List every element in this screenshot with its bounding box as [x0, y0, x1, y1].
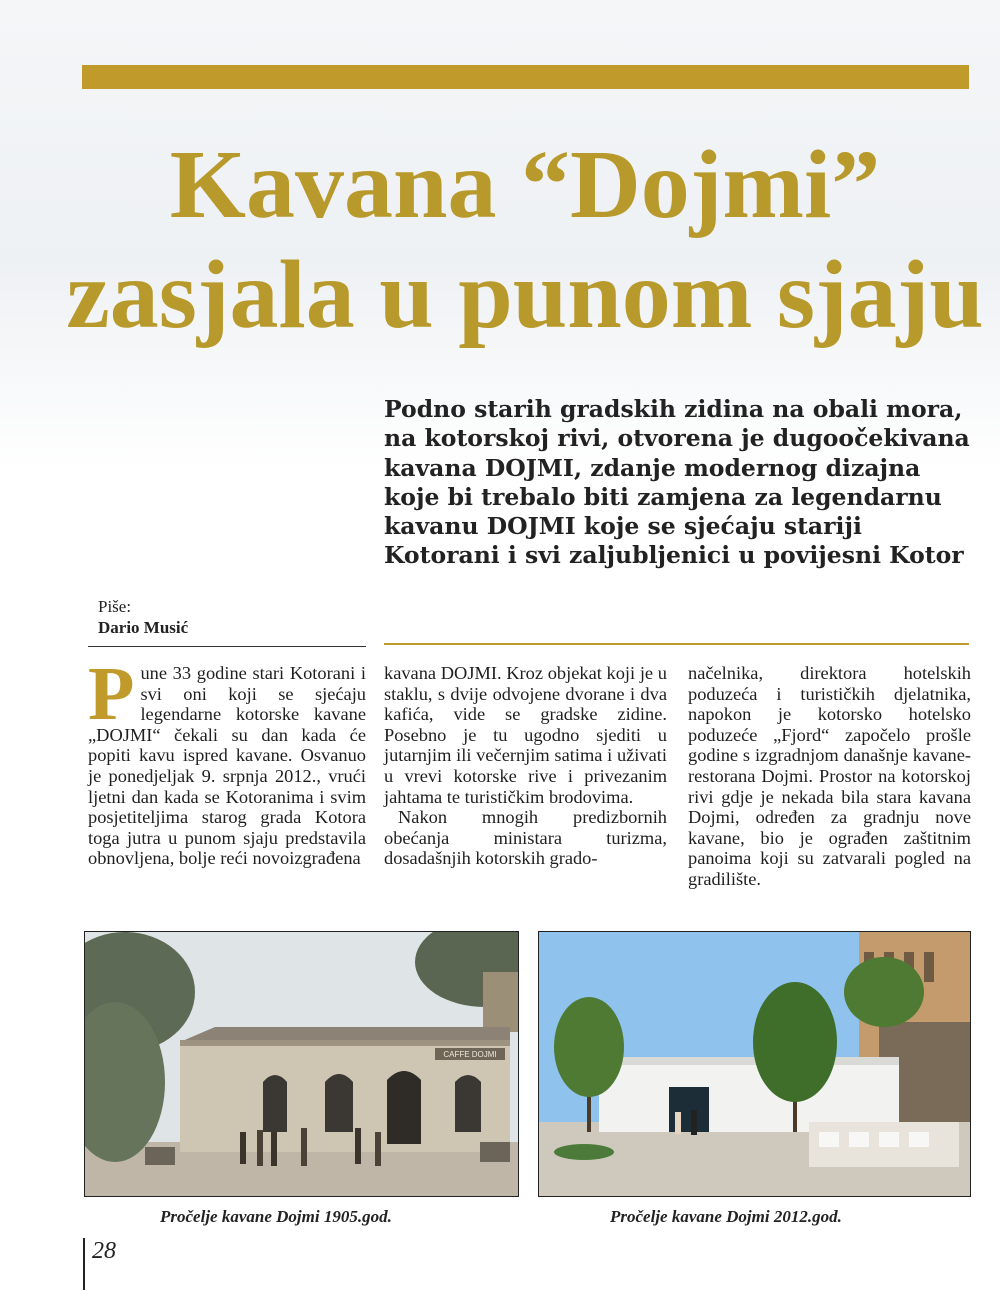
photo-2012-illustration [539, 932, 970, 1196]
photo-cafe-2012 [538, 931, 971, 1197]
column-1-text: une 33 godine stari Kotorani i svi oni koji se sjećaju legendarne kotorske kavane „DOJMI“ čekali su dan kada će popiti kavu ispred kavane. Osvanuo je ponedjeljak 9. srpnja 2012., vrući ljetni dan kada se Kotoranima i svim posjetiteljima starog grada Kotora toga jutra u punom sjaju predstavila obnovljena, bolje reći novoizgrađena [88, 663, 366, 869]
page-number-rule [83, 1238, 85, 1290]
photo-caption-2012: Pročelje kavane Dojmi 2012.god. [610, 1207, 842, 1226]
article-column-1 [88, 652, 366, 869]
article-title-line-2: zasjala u punom sjaju [66, 241, 984, 349]
byline-divider [88, 646, 366, 647]
article-column-3 [688, 663, 971, 890]
drop-cap: P [88, 652, 135, 736]
article-column-2 [384, 663, 667, 869]
column-2-paragraph-1: kavana DOJMI. Kroz objekat koji je u staklu, s dvije odvojene dvorane i dva kafića, vide se gradske zidine. Posebno je tu ugodno sjediti u jutarnjim ili večernjim satima i uživati u vrevi kotorske rive i privezanim jahtama te turističkim brodovima. [384, 663, 667, 807]
photo-cafe-1905 [84, 931, 519, 1197]
photo-caption-1905: Pročelje kavane Dojmi 1905.god. [160, 1207, 392, 1226]
byline-label: Piše: [98, 597, 132, 616]
header-gold-bar [82, 65, 969, 89]
lead-divider [384, 643, 969, 645]
page-number: 28 [92, 1238, 116, 1264]
column-2-paragraph-2: Nakon mnogih predizbornih obećanja ministara turizma, dosadašnjih kotorskih grado- [384, 807, 667, 869]
byline-author: Dario Musić [98, 618, 189, 637]
photo-1905-sign: CAFFE DOJMI [443, 1050, 497, 1059]
lead-paragraph: Podno starih gradskih zidina na obali mora, na kotorskoj rivi, otvorena je dugoočekivana kavana DOJMI, zdanje modernog dizajna koje bi trebalo biti zamjena za legendarnu kavanu DOJMI koje se sjećaju stariji Kotorani i svi zaljubljenici u povijesni Kotor [384, 395, 970, 570]
photo-1905-illustration [85, 932, 518, 1196]
article-title-line-1: Kavana “Dojmi” [169, 131, 881, 239]
column-3-text: načelnika, direktora hotelskih poduzeća i turističkih djelatnika, napokon je kotorsko hotelsko poduzeće „Fjord“ započelo prošle godine s izgradnjom današnje kavane-restorana Dojmi. Prostor na kotorskoj rivi gdje je nekada bila stara kavana Dojmi, određen za gradnju nove kavane, bio je ograđen zaštitnim panoima koji su zatvarali pogled na gradilište. [688, 663, 971, 889]
